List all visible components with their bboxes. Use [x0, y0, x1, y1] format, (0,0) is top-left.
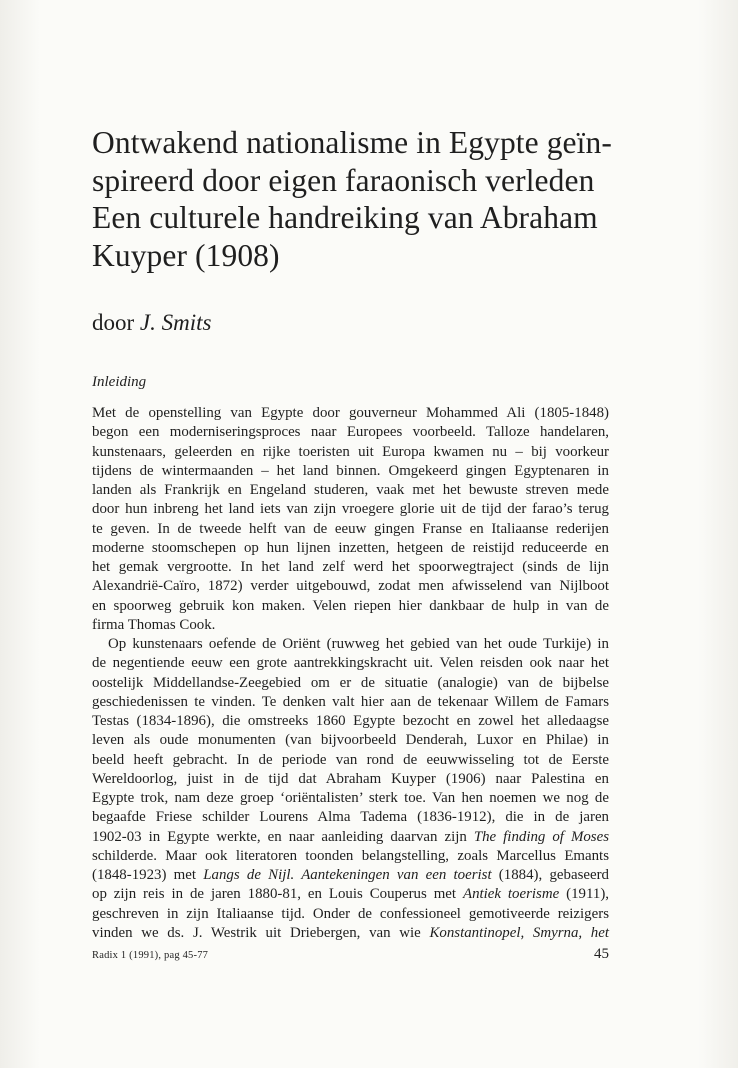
text-line: geschiedenissen te vinden. Te denken valt hier aan de tekenaar Willem de Famars	[92, 693, 609, 710]
text-line: geschreven in zijn Italiaanse tijd. Onder de confessioneel gemotiveerde reizigers	[92, 905, 609, 922]
text-line	[92, 885, 609, 904]
text-line: de negentiende eeuw een grote aantrekkingskracht uit. Velen reisden ook naar het	[92, 655, 609, 672]
page-footer	[92, 946, 609, 966]
text-line: door hun inbreng het land iets van zijn vroegere glorie uit de tijd der farao’s terug	[92, 501, 609, 518]
work-title: Langs de Nijl. Aantekeningen van een toerist	[203, 867, 492, 883]
paragraph-1	[92, 404, 609, 635]
text-line: te geven. In de tweede helft van de eeuw gingen Franse en Italiaanse rederijen	[92, 520, 609, 537]
article-body	[92, 404, 609, 943]
text-line: Op kunstenaars oefende de Oriënt (ruwweg het gebied van het oude Turkije) in	[108, 636, 609, 652]
text-line: het gemak vergrootte. In het land zelf werd het spoorwegtraject (sinds de lijn	[92, 559, 609, 575]
title-line: Een culturele handreiking van Abraham	[92, 200, 598, 235]
text-line: begon een moderniseringsproces naar Europees voorbeeld. Talloze handelaren,	[92, 424, 609, 441]
text-line: landen als Frankrijk en Engeland studeren, vaak met het bewuste streven mede	[92, 482, 609, 498]
title-line: spireerd door eigen faraonisch verleden	[92, 162, 595, 198]
author-line	[92, 309, 211, 337]
text-line: Wereldoorlog, juist in de tijd dat Abraham Kuyper (1906) naar Palestina en	[92, 770, 609, 787]
text-line: kunstenaars, geleerden en rijke toeristen uit Europa kwamen nu – bij voorkeur	[92, 443, 609, 460]
text-line: Alexandrië-Caïro, 1872) verder uitgebouwd, zodat men afwisselend van Nijlboot	[92, 578, 609, 595]
work-title: Konstantinopel, Smyrna, het	[429, 924, 609, 941]
author-name: J. Smits	[139, 310, 212, 335]
text-line: tijdens de wintermaanden – het land binnen. Omgekeerd gingen Egyptenaren in	[92, 462, 609, 479]
text-line: Met de openstelling van Egypte door gouverneur Mohammed Ali (1805-1848)	[92, 405, 609, 421]
text-line: leven als oude monumenten (van bijvoorbeeld Denderah, Luxor en Philae) in	[92, 732, 609, 749]
journal-citation: Radix 1 (1991), pag 45-77	[92, 950, 209, 961]
section-heading: Inleiding	[92, 374, 147, 390]
text-fragment: op zijn reis in de jaren 1880-81, en Louis Couperus met	[92, 886, 463, 903]
text-line: schilderde. Maar ook literatoren toonden belangstelling, zoals Marcellus Emants	[92, 847, 609, 864]
work-title: The finding of Moses	[473, 828, 610, 845]
article-title	[92, 124, 652, 274]
text-line: Testas (1834-1896), die omstreeks 1860 Egypte bezocht en zowel het alledaagse	[92, 713, 609, 729]
text-fragment: (1911),	[559, 886, 610, 903]
text-line: beeld heeft gebracht. In de periode van rond de eeuwwisseling tot de Eerste	[92, 751, 609, 768]
text-line: begaafde Friese schilder Lourens Alma Tadema (1836-1912), die in de jaren	[92, 809, 609, 826]
text-fragment: 1902-03 in Egypte werkte, en naar aanleiding daarvan zijn	[92, 828, 474, 845]
text-fragment: vinden we ds. J. Westrik uit Driebergen, van wie	[92, 924, 430, 941]
text-fragment: (1884), gebaseerd	[491, 867, 609, 883]
text-fragment: (1848-1923) met	[92, 867, 204, 883]
text-line	[92, 828, 609, 847]
paragraph-2	[92, 635, 609, 943]
text-line: oostelijk Middellandse-Zeegebied om er de situatie (analogie) van de bijbelse	[92, 674, 609, 691]
work-title: Antiek toerisme	[462, 886, 560, 903]
text-line: Egypte trok, nam deze groep ‘oriëntalisten’ sterk toe. Van hen noemen we nog de	[92, 790, 609, 806]
text-line	[92, 866, 609, 885]
text-line: moderne stoomschepen op hun lijnen inzetten, hetgeen de reistijd reduceerde en	[92, 539, 609, 556]
title-line: Ontwakend nationalisme in Egypte geïn-	[92, 125, 612, 160]
page-number: 45	[594, 946, 609, 962]
text-line: en spoorweg gebruik kon maken. Velen riepen hier dankbaar de hulp in van de	[92, 597, 609, 614]
text-line: firma Thomas Cook.	[92, 616, 216, 633]
title-line: Kuyper (1908)	[92, 237, 280, 273]
author-prefix: door	[92, 310, 135, 335]
text-line	[92, 924, 609, 943]
